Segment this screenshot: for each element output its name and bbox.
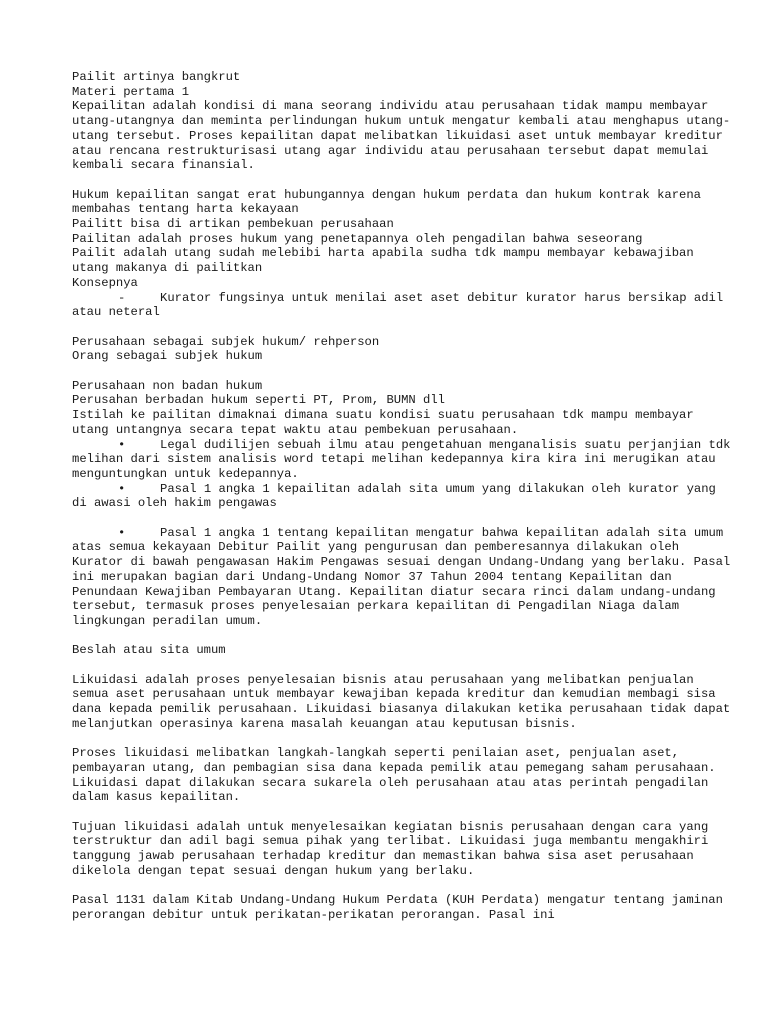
list-item-text: Pasal 1 angka 1 tentang kepailitan mengatur bahwa kepailitan adalah sita umum atas semua kekayaan Debitur Pailit yang pengurusan dan pemberesannya dilakukan oleh Kurator di bawah pengawasan Hakim Pengawas sesuai dengan Undang-Undang yang berlaku. Pasal ini merupakan bagian dari Undang-Undang Nomor 37 Tahun 2004 tentang Kepailitan dan Penundaan Kewajiban Pembayaran Utang. Kepailitan diatur secara rinci dalam undang-undang tersebut, termasuk proses penyelesaian perkara kepailitan di Pengadilan Niaga dalam lingkungan peradilan umum. — [72, 525, 738, 628]
paragraph: Beslah atau sita umum — [72, 643, 226, 658]
spacer — [72, 511, 732, 526]
spacer — [72, 879, 732, 894]
spacer — [72, 658, 732, 673]
list-item — [72, 482, 732, 511]
spacer — [72, 732, 732, 747]
paragraph: Pailitan adalah proses hukum yang penetapannya oleh pengadilan bahwa seseorang — [72, 231, 643, 246]
list-item — [72, 525, 738, 629]
bullet-marker: • — [118, 525, 126, 540]
paragraph: Konsepnya — [72, 275, 138, 290]
list-item-text: Pasal 1 angka 1 kepailitan adalah sita umum yang dilakukan oleh kurator yang di awasi oleh hakim pengawas — [72, 481, 724, 511]
doc-title: Pailit artinya bangkrut — [72, 70, 241, 84]
spacer — [72, 173, 732, 188]
paragraph: Pasal 1131 dalam Kitab Undang-Undang Hukum Perdata (KUH Perdata) mengatur tentang jaminan perorangan debitur untuk perikatan-perikatan perorangan. Pasal ini — [72, 893, 731, 922]
dash-marker: - — [118, 290, 126, 305]
doc-subtitle: Materi pertama 1 — [72, 84, 190, 99]
spacer — [72, 320, 732, 335]
paragraph: Perusahaan non badan hukum — [72, 378, 263, 393]
paragraph: Tujuan likuidasi adalah untuk menyelesaikan kegiatan bisnis perusahaan dengan cara yang terstruktur dan adil bagi semua pihak yang terlibat. Likuidasi juga membantu mengakhiri tanggung jawab perusahaan terhadap kreditur dan memastikan bahwa sisa aset perusahaan dikelola dengan tepat sesuai dengan hukum yang berlaku. — [72, 819, 716, 878]
paragraph: Kepailitan adalah kondisi di mana seorang individu atau perusahaan tidak mampu membayar utang-utangnya dan meminta perlindungan hukum untuk mengatur kembali atau menghapus utang-utang tersebut. Proses kepailitan dapat melibatkan likuidasi aset untuk membayar kreditur atau rencana restrukturisasi utang agar individu atau perusahaan tersebut dapat memulai kembali secara finansial. — [72, 99, 731, 173]
spacer — [72, 364, 732, 379]
bullet-marker: • — [118, 481, 126, 496]
paragraph: Hukum kepailitan sangat erat hubungannya dengan hukum perdata dan hukum kontrak karena membahas tentang harta kekayaan — [72, 187, 709, 217]
paragraph: Pailit adalah utang sudah melebibi harta apabila sudha tdk mampu membayar kebawajiban utang makanya di pailitkan — [72, 246, 701, 276]
spacer — [72, 805, 732, 820]
paragraph: Perusahan berbadan hukum seperti PT, Prom, BUMN dll — [72, 393, 445, 408]
spacer — [72, 629, 732, 644]
bullet-marker: • — [118, 437, 126, 452]
paragraph: Perusahaan sebagai subjek hukum/ rehperson — [72, 334, 380, 349]
paragraph: Orang sebagai subjek hukum — [72, 349, 263, 364]
list-item-text: Legal dudilijen sebuah ilmu atau pengetahuan menganalisis suatu perjanjian tdk melihan dari sistem analisis word tetapi melihan kedepannya kira kira ini merugikan atau menguntungkan untuk kedepannya. — [72, 437, 738, 481]
list-item — [72, 291, 732, 320]
paragraph: Likuidasi adalah proses penyelesaian bisnis atau perusahaan yang melibatkan penjualan semua aset perusahaan untuk membayar kewajiban kepada kreditur dan kemudian membagi sisa dana kepada pemilik perusahaan. Likuidasi biasanya dilakukan ketika perusahaan tidak dapat melanjutkan operasinya karena masalah keuangan atau keputusan bisnis. — [72, 672, 738, 731]
paragraph: Pailitt bisa di artikan pembekuan perusahaan — [72, 217, 394, 232]
paragraph: Proses likuidasi melibatkan langkah-langkah seperti penilaian aset, penjualan aset, pembayaran utang, dan pembagian sisa dana kepada pemilik atau pemegang saham perusahaan. Likuidasi dapat dilakukan secara sukarela oleh perusahaan atau atas perintah pengadilan dalam kasus kepailitan. — [72, 746, 723, 805]
paragraph: Istilah ke pailitan dimaknai dimana suatu kondisi suatu perusahaan tdk mampu membayar utang untangnya secara tepat waktu atau pembekuan perusahaan. — [72, 408, 701, 437]
document-body — [72, 70, 738, 923]
list-item — [72, 437, 738, 482]
list-item-text: Kurator fungsinya untuk menilai aset aset debitur kurator harus bersikap adil atau neteral — [72, 290, 731, 320]
